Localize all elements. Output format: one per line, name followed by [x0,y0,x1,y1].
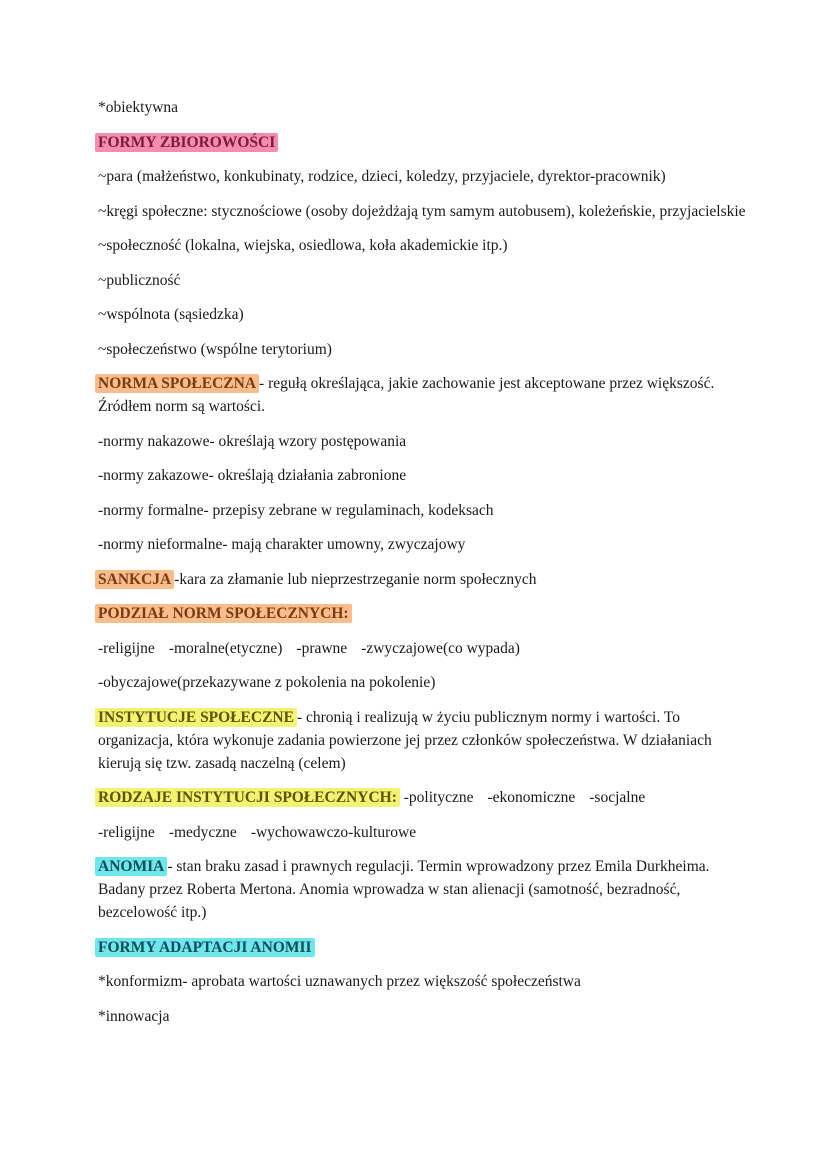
line-konformizm: *konformizm- aprobata wartości uznawanych przez większość społeczeństwa [98,973,581,990]
heading-podzial-norm [98,602,748,625]
podzial-item: -religijne [98,639,155,657]
line-kregi: ~kręgi społeczne: stycznościowe (osoby dojeżdżają tym samym autobusem), koleżeńskie, przyjacielskie [98,202,746,220]
rodzaje-item: -ekonomiczne [487,789,576,806]
line-normy-nieformalne: -normy nieformalne- mają charakter umowny, zwyczajowy [98,536,466,553]
highlight-rodzaje-instytucji: RODZAJE INSTYTUCJI SPOŁECZNYCH: [95,788,400,807]
rodzaje-item: -medyczne [168,823,237,841]
heading-formy-zbiorowosci [98,131,748,154]
podzial-item: -prawne [296,639,348,657]
highlight-formy-adaptacji: FORMY ADAPTACJI ANOMII [95,938,315,957]
definition-instytucje [98,706,748,775]
line-spolecznosc: ~społeczność (lokalna, wiejska, osiedlowa, koła akademickie itp.) [98,237,508,254]
line-para: ~para (małżeństwo, konkubinaty, rodzice, dzieci, koledzy, przyjaciele, dyrektor-pracownik) [98,168,666,185]
rodzaje-item: -polityczne [403,789,474,806]
rodzaje-item: -wychowawczo-kulturowe [250,823,417,841]
highlight-anomia: ANOMIA [95,857,167,876]
line-obyczajowe: -obyczajowe(przekazywane z pokolenia na pokolenie) [98,674,436,691]
rodzaje-item: -socjalne [589,789,646,806]
highlight-instytucje-spoleczne: INSTYTUCJE SPOŁECZNE [95,708,297,727]
definition-sankcja [98,568,748,591]
podzial-item: -zwyczajowe(co wypada) [361,639,520,657]
line-rodzaje-instytucji [98,786,748,809]
line-publicznosc: ~publiczność [98,271,181,289]
line-wspolnota: ~wspólnota (sąsiedzka) [98,306,244,323]
line-normy-nakazowe: -normy nakazowe- określają wzory postępowania [98,432,407,450]
highlight-norma-spoleczna: NORMA SPOŁECZNA [95,374,259,393]
line-rodzaje-items-2 [98,821,748,844]
highlight-podzial-norm: PODZIAŁ NORM SPOŁECZNYCH: [95,604,352,623]
line-spoleczenstwo: ~społeczeństwo (wspólne terytorium) [98,340,332,358]
norma-definition-text: - regułą określająca, jakie zachowanie jest akceptowane przez większość. Źródłem norm są wartości. [98,375,715,415]
sankcja-definition-text: -kara za złamanie lub nieprzestrzeganie norm społecznych [174,570,537,588]
definition-anomia [98,855,748,924]
instytucje-definition-text: - chronią i realizują w życiu publicznym normy i wartości. To organizacja, która wykonuje zadania powierzone jej przez członków społeczeństwa. W działaniach kierują się tzw. zasadą naczelną (celem) [98,708,712,772]
line-obiektywna: *obiektywna [98,99,179,116]
highlight-sankcja: SANKCJA [95,570,174,589]
anomia-definition-text: - stan braku zasad i prawnych regulacji. Termin wprowadzony przez Emila Durkheima. Badany przez Roberta Mertona. Anomia wprowadza w stan alienacji (samotność, bezradność, bezcelowość itp.) [98,858,710,921]
rodzaje-item: -religijne [98,823,155,841]
line-normy-zakazowe: -normy zakazowe- określają działania zabronione [98,467,407,484]
note-content [98,96,748,1039]
definition-norma [98,372,748,418]
heading-formy-adaptacji [98,936,748,959]
line-normy-formalne: -normy formalne- przepisy zebrane w regulaminach, kodeksach [98,501,494,519]
line-innowacja: *innowacja [98,1007,170,1025]
highlight-formy-zbiorowosci: FORMY ZBIOROWOŚCI [95,133,278,152]
podzial-item: -moralne(etyczne) [168,639,283,657]
line-podzial-items [98,637,748,660]
